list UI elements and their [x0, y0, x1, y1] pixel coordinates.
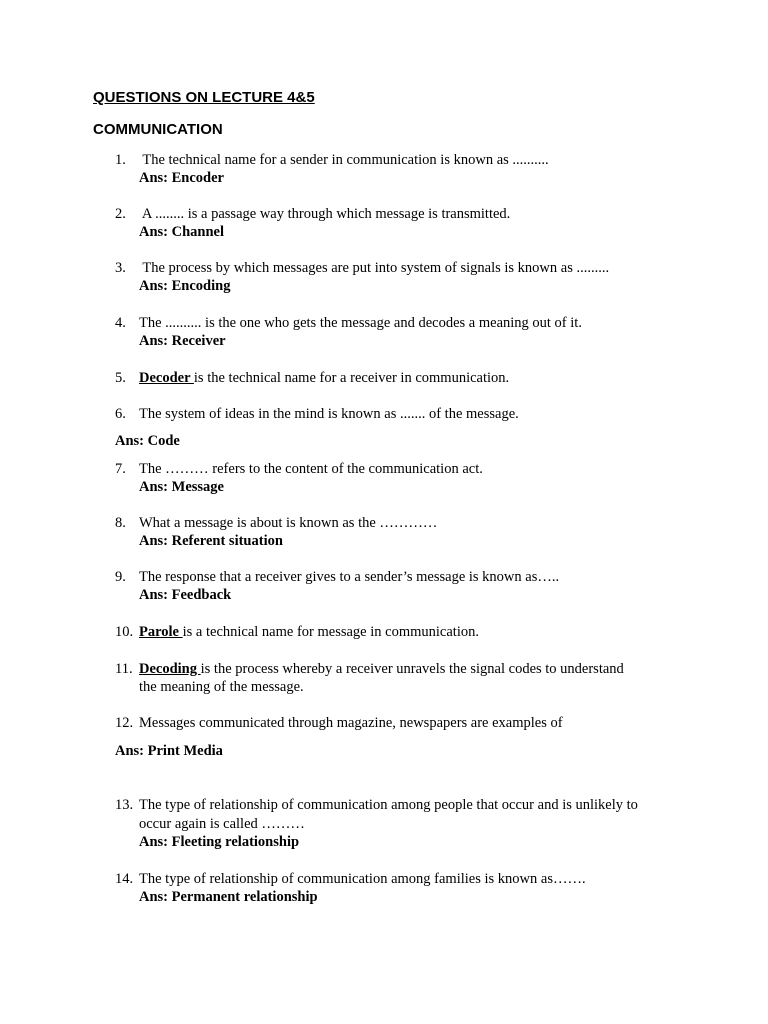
- question-text: is the technical name for a receiver in communication.: [193, 370, 510, 386]
- question-9: [115, 568, 559, 586]
- question-number: 14.: [115, 871, 134, 887]
- question-text: The type of relationship of communication among people that occur and is unlikely to: [139, 797, 638, 813]
- question-number: 2.: [115, 206, 126, 222]
- question-5: [115, 369, 509, 387]
- section-heading: COMMUNICATION: [93, 121, 223, 138]
- question-term: Decoding: [139, 661, 201, 677]
- question-3: [115, 259, 609, 277]
- question-text: The .......... is the one who gets the message and decodes a meaning out of it.: [139, 315, 582, 331]
- question-number: 5.: [115, 370, 126, 386]
- question-number: 11.: [115, 661, 133, 677]
- question-7: [115, 460, 483, 478]
- question-number: 13.: [115, 797, 134, 813]
- question-text: What a message is about is known as the …………: [139, 515, 438, 531]
- answer-14: Ans: Permanent relationship: [139, 889, 318, 905]
- answer-9: Ans: Feedback: [139, 587, 232, 603]
- question-text: The response that a receiver gives to a sender’s message is known as…..: [139, 569, 560, 585]
- question-number: 7.: [115, 461, 126, 477]
- question-2: [115, 205, 510, 223]
- question-12: [115, 714, 563, 732]
- question-1: [115, 151, 549, 169]
- question-11: [115, 660, 624, 678]
- document-title: QUESTIONS ON LECTURE 4&5: [93, 89, 315, 106]
- answer-8: Ans: Referent situation: [139, 533, 283, 549]
- answer-4: Ans: Receiver: [139, 333, 226, 349]
- answer-3: Ans: Encoding: [139, 278, 231, 294]
- question-10: [115, 623, 479, 641]
- question-number: 8.: [115, 515, 126, 531]
- answer-12: Ans: Print Media: [115, 743, 223, 759]
- question-text: is a technical name for message in communication.: [182, 624, 479, 640]
- question-text: The system of ideas in the mind is known as ....... of the message.: [139, 406, 519, 422]
- question-6: [115, 405, 519, 423]
- answer-1: Ans: Encoder: [139, 170, 224, 186]
- question-number: 6.: [115, 406, 126, 422]
- answer-2: Ans: Channel: [139, 224, 225, 240]
- question-text: The technical name for a sender in communication is known as ..........: [139, 152, 549, 168]
- question-8: [115, 514, 437, 532]
- question-number: 1.: [115, 152, 126, 168]
- question-text: The process by which messages are put into system of signals is known as .........: [139, 260, 610, 276]
- question-text: The ……… refers to the content of the communication act.: [139, 461, 483, 477]
- question-11-continued: the meaning of the message.: [139, 679, 304, 695]
- question-term: Decoder: [139, 370, 194, 386]
- question-13-continued: occur again is called ………: [139, 816, 305, 832]
- answer-13: Ans: Fleeting relationship: [139, 834, 300, 850]
- question-number: 4.: [115, 315, 126, 331]
- question-number: 9.: [115, 569, 126, 585]
- question-number: 12.: [115, 715, 134, 731]
- question-term: Parole: [139, 624, 183, 640]
- question-text: Messages communicated through magazine, newspapers are examples of: [139, 715, 563, 731]
- question-number: 10.: [115, 624, 134, 640]
- answer-7: Ans: Message: [139, 479, 224, 495]
- question-text: The type of relationship of communication among families is known as…….: [139, 871, 586, 887]
- question-13: [115, 796, 638, 814]
- answer-6: Ans: Code: [115, 433, 180, 449]
- question-text: is the process whereby a receiver unravels the signal codes to understand: [200, 661, 624, 677]
- question-number: 3.: [115, 260, 126, 276]
- question-4: [115, 314, 582, 332]
- question-text: A ........ is a passage way through which message is transmitted.: [139, 206, 511, 222]
- question-14: [115, 870, 586, 888]
